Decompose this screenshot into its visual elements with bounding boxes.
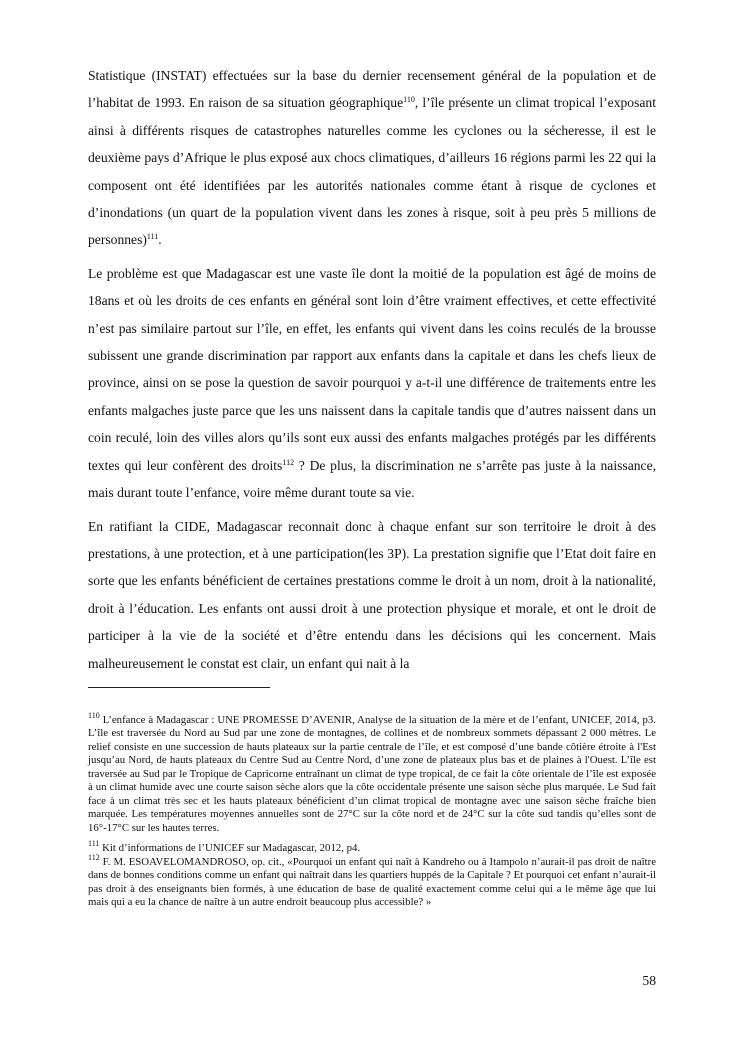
paragraph-text: , l’île présente un climat tropical l’exposant ainsi à différents risques de catastrophes naturelles comme les cyclones ou la sécheresse, il est le deuxième pays d’Afrique le plus exposé aux chocs climatiques, d’ailleurs 16 régions parmi les 22 qui la composent ont été identifiées par les autorités nationales comme étant à risque de cyclones et d’inondations (un quart de la population vivent dans les zones à risque, soit à peu près 5 millions de personnes) bbox=[88, 95, 656, 248]
body-paragraph-2 bbox=[88, 260, 656, 507]
footnote-number: 112 bbox=[88, 852, 100, 862]
footnote-ref-110[interactable]: 110 bbox=[403, 95, 415, 105]
footnote-110 bbox=[88, 710, 656, 836]
body-paragraph-3: En ratifiant la CIDE, Madagascar reconnait donc à chaque enfant sur son territoire le droit à des prestations, à une protection, et à une participation(les 3P). La prestation signifie que l’Etat doit faire en sorte que les enfants bénéficient de certaines prestations comme le droit à un nom, droit à la nationalité, droit à l’éducation. Les enfants ont aussi droit à une protection physique et morale, et ont le droit de participer à la vie de la société et d’être entendu dans les décisions qui les concernent. Mais malheureusement le constat est clair, un enfant qui nait à la bbox=[88, 518, 656, 671]
body-paragraph-1 bbox=[88, 62, 656, 254]
document-page bbox=[88, 62, 656, 917]
paragraph-text: ? De plus, la discrimination ne s’arrête pas juste à la naissance, mais durant toute l’enfance, voire même durant toute sa vie. bbox=[88, 457, 656, 501]
footnote-text: F. M. ESOAVELOMANDROSO, op. cit., «Pourquoi un enfant qui naît à Kandreho ou à Itampolo n’aurait-il pas droit de naître dans de bonnes conditions comme un enfant qui naîtrait dans les quartiers huppés de la Capitale ? Et pourquoi cet enfant n’aurait-il pas droit à des enseignants bien formés, à une éducation de base de qualité exactement comme celui qui a le même âge que lui mais qui a eu la chance de naître à un autre endroit beaucoup plus accessible? » bbox=[88, 855, 656, 909]
footnote-text: Kit d’informations de l’UNICEF sur Madagascar, 2012, p4. bbox=[99, 842, 361, 855]
footnote-number: 111 bbox=[88, 839, 100, 849]
paragraph-text: Le problème est que Madagascar est une vaste île dont la moitié de la population est âgé de moins de 18ans et où les droits de ces enfants en général sont loin d’être vraiment effectives, et cette effectivité n’est pas similaire partout sur l’île, en effet, les enfants qui vivent dans les coins reculés de la brousse subissent une grande discrimination par rapport aux enfants dans la capitale et dans les chefs lieux de province, ainsi on se pose la question de savoir pourquoi y a-t-il une différence de traitements entre les enfants malgaches juste parce que les uns naissent dans la capitale tandis que d’autres naissent dans un coin reculé, loin des villes alors qu’ils sont eux aussi des enfants malgaches protégés par les différents textes qui leur confèrent des droits bbox=[88, 265, 656, 473]
footnote-ref-112[interactable]: 112 bbox=[282, 457, 295, 467]
paragraph-text: Statistique (INSTAT) effectuées sur la base du dernier recensement général de la population et de l’habitat de 1993. En raison de sa situation géographique bbox=[88, 68, 656, 111]
footnote-text: L’enfance à Madagascar : UNE PROMESSE D’AVENIR, Analyse de la situation de la mère et de l’enfant, UNICEF, 2014, p3. L’île est traversée du Nord au Sud par une zone de montagnes, de collines et de nombreux sommets dépassant 2 000 mètres. Le relief consiste en une succession de hauts plateaux sur la partie centrale de l’île, et est composé d’une bande côtière étroite à l'Est jusqu’au Nord, de hauts plateaux du Centre Sud au Centre Nord, d’une zone de plateaux plus bas et de plaines à l'Ouest. L’île est traversée au Sud par le Tropique de Capricorne entraînant un climat de type tropical, de ce fait la côte orientale de l’île est exposée à un climat humide avec une courte saison sèche alors que la côte occidentale présente une saison sèche plus marquée. Le Sud fait face à un climat très sec et les hauts plateaux bénéficient d’un climat tropical de montagne avec une saison sèche fraîche bien marquée. Les températures moyennes annuelles sont de 27°C sur la côte nord et de 24°C sur la côte sud tandis qu’elles sont de 16°-17°C sur les hautes terres. bbox=[88, 713, 656, 834]
page-number: 58 bbox=[642, 973, 656, 988]
footnote-112 bbox=[88, 852, 656, 910]
footnote-separator bbox=[88, 687, 270, 688]
footnote-111 bbox=[88, 839, 656, 856]
footnote-number: 110 bbox=[88, 710, 100, 720]
footnote-ref-111[interactable]: 111 bbox=[146, 232, 159, 242]
paragraph-text: . bbox=[158, 232, 162, 248]
